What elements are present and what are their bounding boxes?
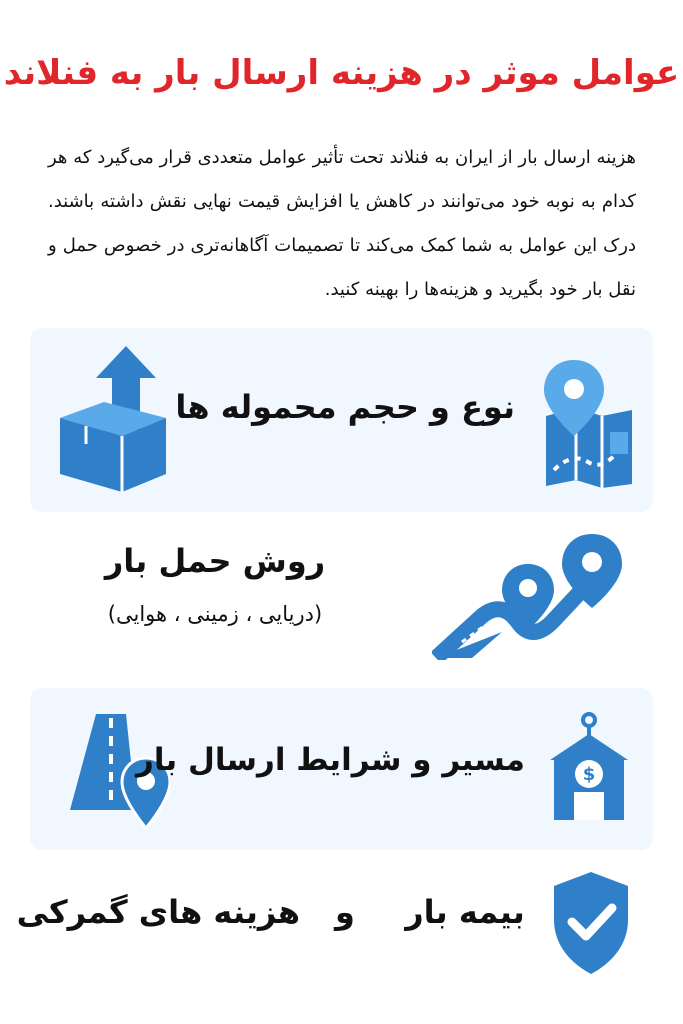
bank-dollar-icon bbox=[546, 712, 632, 822]
factor-label-insurance: بیمه بار bbox=[405, 893, 525, 931]
factor-label-shipping-method: روش حمل بار bbox=[104, 542, 326, 580]
factor-label-customs: هزینه های گمرکی bbox=[16, 893, 300, 931]
page-title: عوامل موثر در هزینه ارسال بار به فنلاند bbox=[3, 52, 680, 93]
route-pins-icon bbox=[432, 530, 632, 660]
map-pin-icon bbox=[532, 358, 640, 488]
factor-label-cargo-type: نوع و حجم محموله ها bbox=[175, 388, 515, 426]
intro-paragraph: هزینه ارسال بار از ایران به فنلاند تحت تأثیر عوامل متعددی قرار می‌گیرد که هر کدام به نوبه خود می‌توانند در کاهش یا افزایش قیمت نهایی نقش داشته باشند. درک این عوامل به شما کمک می‌کند تا تصمیمات آگاهانه‌تری در خصوص حمل و نقل بار خود بگیرید و هزینه‌ها را بهینه کنید. bbox=[48, 147, 636, 300]
shield-check-icon bbox=[550, 868, 632, 978]
factor-sub-shipping-modes: (دریایی ، زمینی ، هوایی) bbox=[107, 602, 323, 626]
svg-text:$: $ bbox=[582, 764, 596, 785]
factor-label-and: و bbox=[335, 893, 355, 931]
factor-label-route: مسیر و شرایط ارسال بار bbox=[136, 742, 525, 778]
package-upload-icon bbox=[56, 344, 172, 494]
